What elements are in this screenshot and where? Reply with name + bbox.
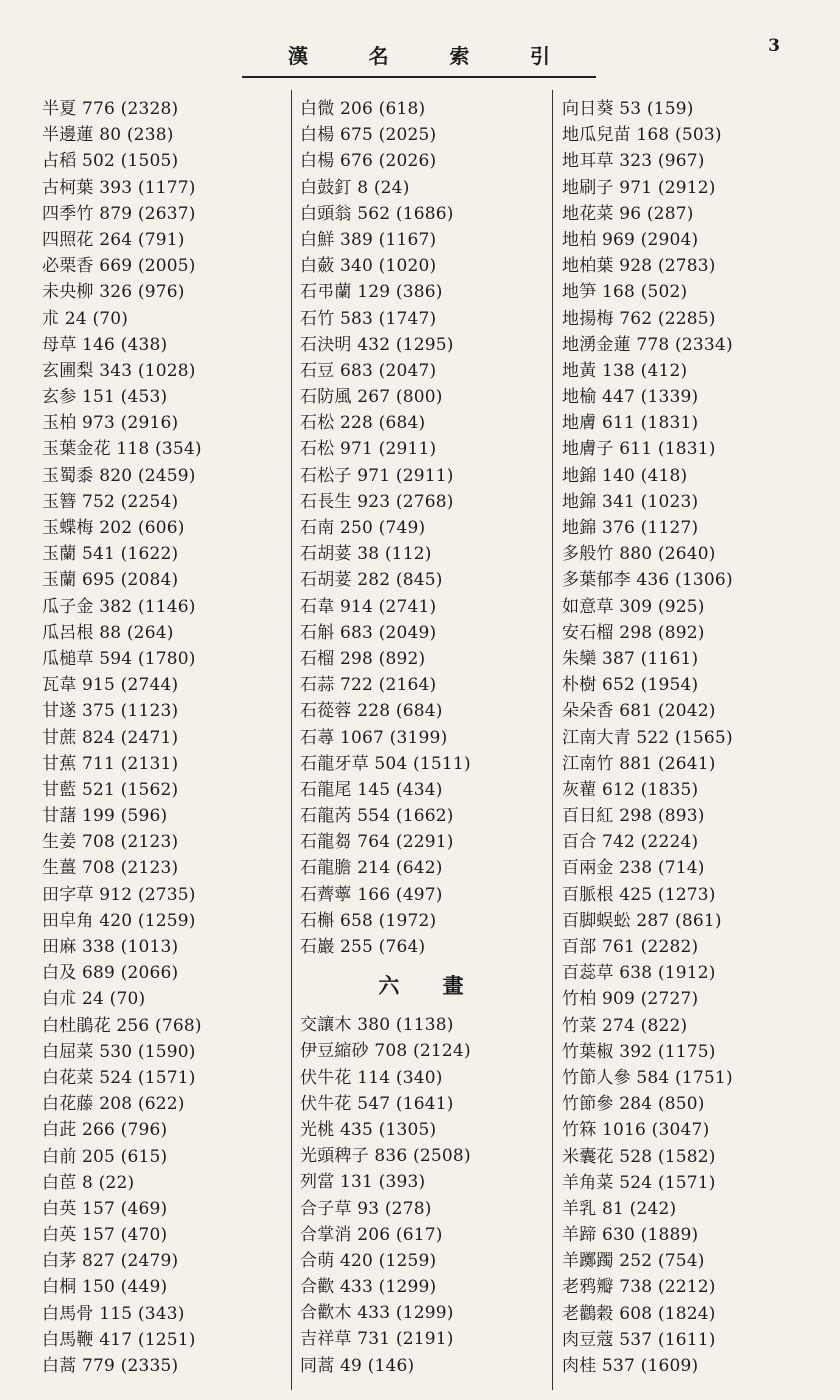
index-entry: 肉桂 537 (1609) (562, 1356, 699, 1376)
title-char: 名 (368, 44, 391, 68)
index-entry: 地錦 376 (1127) (562, 518, 699, 538)
column-divider (291, 90, 292, 1390)
index-entry: 地黃 138 (412) (562, 360, 688, 381)
index-entry: 合歡 433 (1299) (300, 1277, 437, 1298)
index-entry: 甘藍 521 (1562) (42, 779, 179, 800)
index-column-3 (562, 96, 832, 1379)
section-heading: 六 畫 (378, 973, 482, 999)
index-entry: 石蓯蓉 228 (684) (300, 701, 443, 722)
index-entry: 白馬骨 115 (343) (42, 1303, 185, 1324)
index-entry: 石松 228 (684) (300, 413, 426, 434)
index-entry: 朵朵香 681 (2042) (562, 701, 716, 722)
index-entry: 白茅 827 (2479) (42, 1251, 179, 1272)
index-entry: 江南竹 881 (2641) (562, 753, 716, 774)
index-entry: 白花菜 524 (1571) (42, 1067, 196, 1088)
index-entry: 列當 131 (393) (300, 1172, 426, 1193)
index-entry: 伏牛花 547 (1641) (300, 1093, 454, 1114)
index-entry: 白蒿 779 (2335) (42, 1356, 179, 1376)
index-entry: 羊角菜 524 (1571) (562, 1172, 716, 1193)
index-entry: 石榴 298 (892) (300, 648, 426, 669)
index-entry: 玉簪 752 (2254) (42, 491, 179, 512)
index-entry: 百蕊草 638 (1912) (562, 963, 716, 984)
index-entry: 地湧金蓮 778 (2334) (562, 334, 733, 355)
index-entry: 白朮 24 (70) (42, 989, 146, 1010)
index-entry: 灰藋 612 (1835) (562, 779, 699, 800)
index-entry: 白英 157 (470) (42, 1225, 168, 1246)
index-entry: 白及 689 (2066) (42, 963, 179, 984)
index-entry: 地耳草 323 (967) (562, 151, 705, 172)
index-entry: 玉蘭 541 (1622) (42, 544, 179, 565)
index-entry: 石防風 267 (800) (300, 387, 443, 408)
index-entry: 玉蘭 695 (2084) (42, 570, 179, 591)
index-entry: 合歡木 433 (1299) (300, 1303, 454, 1324)
index-entry: 百部 761 (2282) (562, 937, 699, 957)
index-entry: 地錦 140 (418) (562, 465, 688, 486)
column-divider (552, 90, 553, 1390)
index-entry: 百日紅 298 (893) (562, 806, 705, 827)
index-entry: 朱欒 387 (1161) (562, 648, 699, 669)
index-entry: 合子草 93 (278) (300, 1198, 432, 1219)
index-entry: 石龍尾 145 (434) (300, 779, 443, 800)
index-entry: 向日葵 53 (159) (562, 99, 694, 119)
index-entry: 合萌 420 (1259) (300, 1250, 437, 1271)
index-entry: 石豆 683 (2047) (300, 360, 437, 381)
index-entry: 石龍膽 214 (642) (300, 858, 443, 879)
index-entry: 玄参 151 (453) (42, 387, 168, 408)
index-entry: 石決明 432 (1295) (300, 334, 454, 355)
index-entry: 安石榴 298 (892) (562, 622, 705, 643)
index-column-2 (300, 96, 550, 1379)
index-entry: 同蒿 49 (146) (300, 1355, 415, 1376)
index-entry: 伏牛花 114 (340) (300, 1067, 443, 1088)
index-entry: 地笋 168 (502) (562, 282, 688, 303)
index-entry: 石竹 583 (1747) (300, 308, 437, 329)
index-entry: 玉葉金花 118 (354) (42, 439, 202, 460)
index-entry: 未央柳 326 (976) (42, 282, 185, 303)
index-entry: 米囊花 528 (1582) (562, 1146, 716, 1167)
index-entry: 石韋 914 (2741) (300, 596, 437, 617)
index-entry: 竹葉椒 392 (1175) (562, 1041, 716, 1062)
index-entry: 羊躑躅 252 (754) (562, 1251, 705, 1272)
index-entry: 石松子 971 (2911) (300, 465, 454, 486)
index-entry: 白馬鞭 417 (1251) (42, 1329, 196, 1350)
index-entry: 半邊蓮 80 (238) (42, 125, 174, 146)
index-entry: 田皁角 420 (1259) (42, 910, 196, 931)
index-entry: 石蕁 1067 (3199) (300, 727, 448, 748)
index-entry: 石松 971 (2911) (300, 439, 437, 460)
index-entry: 朮 24 (70) (42, 308, 129, 329)
index-entry: 石蒜 722 (2164) (300, 675, 437, 696)
index-entry: 甘藷 199 (596) (42, 806, 168, 827)
index-entry: 交讓木 380 (1138) (300, 1015, 454, 1036)
index-entry: 生姜 708 (2123) (42, 832, 179, 853)
index-entry: 朴樹 652 (1954) (562, 675, 699, 696)
index-entry: 石南 250 (749) (300, 518, 426, 538)
index-entry: 玉蝶梅 202 (606) (42, 518, 185, 538)
index-entry: 生薑 708 (2123) (42, 858, 179, 879)
index-entry: 白茞 8 (22) (42, 1172, 135, 1193)
index-entry: 半夏 776 (2328) (42, 99, 179, 119)
index-entry: 白微 206 (618) (300, 99, 426, 119)
index-entry: 石斛 683 (2049) (300, 622, 437, 643)
index-entry: 地瓜兒苗 168 (503) (562, 125, 722, 146)
index-entry: 石長生 923 (2768) (300, 491, 454, 512)
index-entry: 石薺薴 166 (497) (300, 884, 443, 905)
index-entry: 白鼓釘 8 (24) (300, 177, 410, 198)
index-entry: 地柏 969 (2904) (562, 229, 699, 250)
index-entry: 白杜鵑花 256 (768) (42, 1015, 202, 1036)
index-entry: 白英 157 (469) (42, 1198, 168, 1219)
index-entry: 羊乳 81 (242) (562, 1198, 677, 1219)
index-entry: 石胡荽 38 (112) (300, 544, 432, 565)
index-entry: 古柯葉 393 (1177) (42, 177, 196, 198)
index-entry: 白屈菜 530 (1590) (42, 1041, 196, 1062)
title-char: 引 (529, 44, 552, 68)
index-entry: 瓜呂根 88 (264) (42, 622, 174, 643)
index-entry: 石胡荽 282 (845) (300, 570, 443, 591)
index-entry: 玉蜀黍 820 (2459) (42, 465, 196, 486)
index-entry: 地膚 611 (1831) (562, 413, 699, 434)
index-entry: 江南大青 522 (1565) (562, 727, 733, 748)
index-entry: 四季竹 879 (2637) (42, 203, 196, 224)
index-entry: 伊豆縮砂 708 (2124) (300, 1041, 471, 1062)
index-entry: 光桃 435 (1305) (300, 1119, 437, 1140)
index-entry: 竹菜 274 (822) (562, 1015, 688, 1036)
index-entry: 占稻 502 (1505) (42, 151, 179, 172)
index-entry: 石龍牙草 504 (1511) (300, 753, 471, 774)
index-entry: 多般竹 880 (2640) (562, 544, 716, 565)
index-entry: 白茈 266 (796) (42, 1120, 168, 1141)
index-entry: 白前 205 (615) (42, 1146, 168, 1167)
index-entry: 百脈根 425 (1273) (562, 884, 716, 905)
index-entry: 瓜槌草 594 (1780) (42, 648, 196, 669)
index-entry: 玄圃梨 343 (1028) (42, 360, 196, 381)
index-entry: 石龍芻 764 (2291) (300, 832, 454, 853)
index-entry: 田麻 338 (1013) (42, 937, 179, 957)
index-entry: 白桐 150 (449) (42, 1277, 168, 1298)
index-entry: 四照花 264 (791) (42, 229, 185, 250)
index-entry: 瓜子金 382 (1146) (42, 596, 196, 617)
index-entry: 母草 146 (438) (42, 334, 168, 355)
index-title-bar (242, 40, 596, 78)
index-title (242, 40, 596, 69)
index-entry: 石槲 658 (1972) (300, 910, 437, 931)
index-entry: 白楊 676 (2026) (300, 151, 437, 172)
index-entry: 白頭翁 562 (1686) (300, 203, 454, 224)
index-entry: 多葉郁李 436 (1306) (562, 570, 733, 591)
index-entry: 羊蹄 630 (1889) (562, 1225, 699, 1246)
index-entry: 白蘞 340 (1020) (300, 256, 437, 277)
index-entry: 甘蔗 824 (2471) (42, 727, 179, 748)
index-entry: 地錦 341 (1023) (562, 491, 699, 512)
index-entry: 地柏葉 928 (2783) (562, 256, 716, 277)
index-entry: 地花菜 96 (287) (562, 203, 694, 224)
index-entry: 甘遂 375 (1123) (42, 701, 179, 722)
index-entry: 甘蕉 711 (2131) (42, 753, 179, 774)
index-entry: 瓦韋 915 (2744) (42, 675, 179, 696)
title-char: 漢 (288, 44, 310, 68)
index-entry: 合掌消 206 (617) (300, 1224, 443, 1245)
index-entry: 田字草 912 (2735) (42, 884, 196, 905)
index-entry: 肉豆蔻 537 (1611) (562, 1329, 716, 1350)
index-entry: 百兩金 238 (714) (562, 858, 705, 879)
index-entry: 竹柏 909 (2727) (562, 989, 699, 1010)
page-number: 3 (768, 36, 780, 56)
index-entry: 玉柏 973 (2916) (42, 413, 179, 434)
index-entry: 地刷子 971 (2912) (562, 177, 716, 198)
index-entry: 地榆 447 (1339) (562, 387, 699, 408)
index-entry: 老鸦瓣 738 (2212) (562, 1277, 716, 1298)
index-entry: 白花藤 208 (622) (42, 1094, 185, 1115)
index-entry: 石巖 255 (764) (300, 937, 426, 957)
index-entry: 光頭稗子 836 (2508) (300, 1146, 471, 1167)
index-entry: 必栗香 669 (2005) (42, 256, 196, 277)
index-entry: 如意草 309 (925) (562, 596, 705, 617)
index-entry: 老鸛穀 608 (1824) (562, 1303, 716, 1324)
index-entry: 白鮮 389 (1167) (300, 229, 437, 250)
index-entry: 百脚蜈蚣 287 (861) (562, 910, 722, 931)
index-entry: 竹節參 284 (850) (562, 1094, 705, 1115)
index-column-1 (42, 96, 280, 1379)
index-entry: 百合 742 (2224) (562, 832, 699, 853)
index-entry: 竹節人參 584 (1751) (562, 1067, 733, 1088)
index-entry: 白楊 675 (2025) (300, 125, 437, 146)
index-entry: 竹箖 1016 (3047) (562, 1120, 710, 1141)
index-entry: 地揚梅 762 (2285) (562, 308, 716, 329)
title-char: 索 (449, 44, 472, 68)
index-entry: 地膚子 611 (1831) (562, 439, 716, 460)
index-entry: 吉祥草 731 (2191) (300, 1329, 454, 1350)
index-entry: 石龍芮 554 (1662) (300, 806, 454, 827)
index-entry: 石弔蘭 129 (386) (300, 282, 443, 303)
